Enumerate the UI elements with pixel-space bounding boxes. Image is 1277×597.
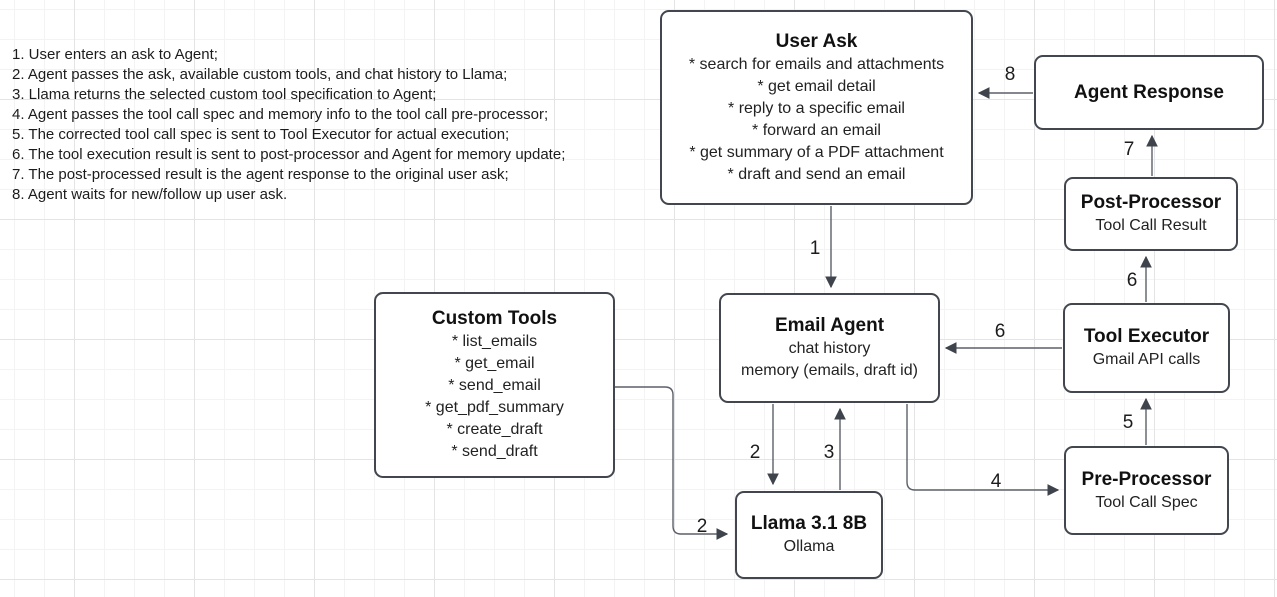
node-agent-response[interactable] — [1034, 55, 1264, 130]
flow-note: 1. User enters an ask to Agent; — [12, 46, 218, 63]
node-email-agent[interactable] — [719, 293, 940, 403]
node-title: Llama 3.1 8B — [750, 513, 868, 534]
node-item: * get summary of a PDF attachment — [689, 143, 944, 161]
flow-note: 8. Agent waits for new/follow up user ask. — [12, 186, 288, 203]
node-subtitle: Ollama — [783, 538, 835, 555]
edge-email-agent-to-pre-processor[interactable] — [907, 404, 1058, 490]
node-subtitle: Gmail API calls — [1092, 351, 1201, 368]
node-tool-executor[interactable] — [1063, 303, 1230, 393]
flow-note: 6. The tool execution result is sent to post-processor and Agent for memory update; — [12, 146, 566, 163]
edge-label-4: 4 — [990, 471, 1002, 492]
node-title: Pre-Processor — [1081, 468, 1212, 490]
node-item: * create_draft — [446, 421, 543, 438]
edge-label-6-post: 6 — [1126, 270, 1138, 291]
node-title: Custom Tools — [431, 308, 558, 329]
node-title: Tool Executor — [1083, 326, 1210, 347]
edge-label-8: 8 — [1004, 64, 1016, 85]
edge-label-2-tools: 2 — [696, 516, 708, 537]
node-title: Email Agent — [774, 315, 885, 336]
node-subtitle: Tool Call Result — [1095, 217, 1207, 234]
node-item: * list_emails — [451, 333, 538, 350]
node-title: Agent Response — [1074, 81, 1224, 103]
node-item: * forward an email — [752, 121, 881, 139]
node-item: * get_email — [454, 355, 535, 372]
node-item: * reply to a specific email — [728, 99, 905, 117]
flow-note: 5. The corrected tool call spec is sent to Tool Executor for actual execution; — [12, 126, 510, 143]
node-item: * get_pdf_summary — [425, 399, 564, 416]
node-item: * get email detail — [757, 77, 876, 95]
node-item: * draft and send an email — [727, 165, 906, 183]
edge-label-5: 5 — [1122, 412, 1134, 433]
node-item: * send_email — [448, 377, 541, 394]
edge-label-3: 3 — [823, 442, 835, 463]
node-llama[interactable] — [735, 491, 883, 579]
node-item: * send_draft — [451, 443, 538, 460]
flow-note: 7. The post-processed result is the agent response to the original user ask; — [12, 166, 509, 183]
edge-custom-tools-to-llama[interactable] — [615, 387, 727, 534]
edge-label-2-agent: 2 — [749, 442, 761, 463]
node-user-ask[interactable] — [660, 10, 973, 205]
node-subtitle: Tool Call Spec — [1095, 493, 1198, 511]
node-title: User Ask — [775, 30, 858, 52]
edge-label-7: 7 — [1123, 139, 1135, 160]
node-title: Post-Processor — [1080, 192, 1222, 213]
node-item: * search for emails and attachments — [688, 55, 945, 73]
node-custom-tools[interactable] — [374, 292, 615, 478]
node-pre-processor[interactable] — [1064, 446, 1229, 535]
edge-label-1: 1 — [809, 238, 821, 259]
flow-note: 2. Agent passes the ask, available custom tools, and chat history to Llama; — [12, 66, 508, 83]
node-line: memory (emails, draft id) — [741, 362, 918, 379]
flow-note: 4. Agent passes the tool call spec and memory info to the tool call pre-processor; — [12, 106, 549, 123]
flow-note: 3. Llama returns the selected custom tool specification to Agent; — [12, 86, 437, 103]
node-post-processor[interactable] — [1064, 177, 1238, 251]
node-line: chat history — [788, 340, 871, 357]
edge-label-6-agent: 6 — [994, 321, 1006, 342]
flow-notes — [12, 45, 565, 205]
